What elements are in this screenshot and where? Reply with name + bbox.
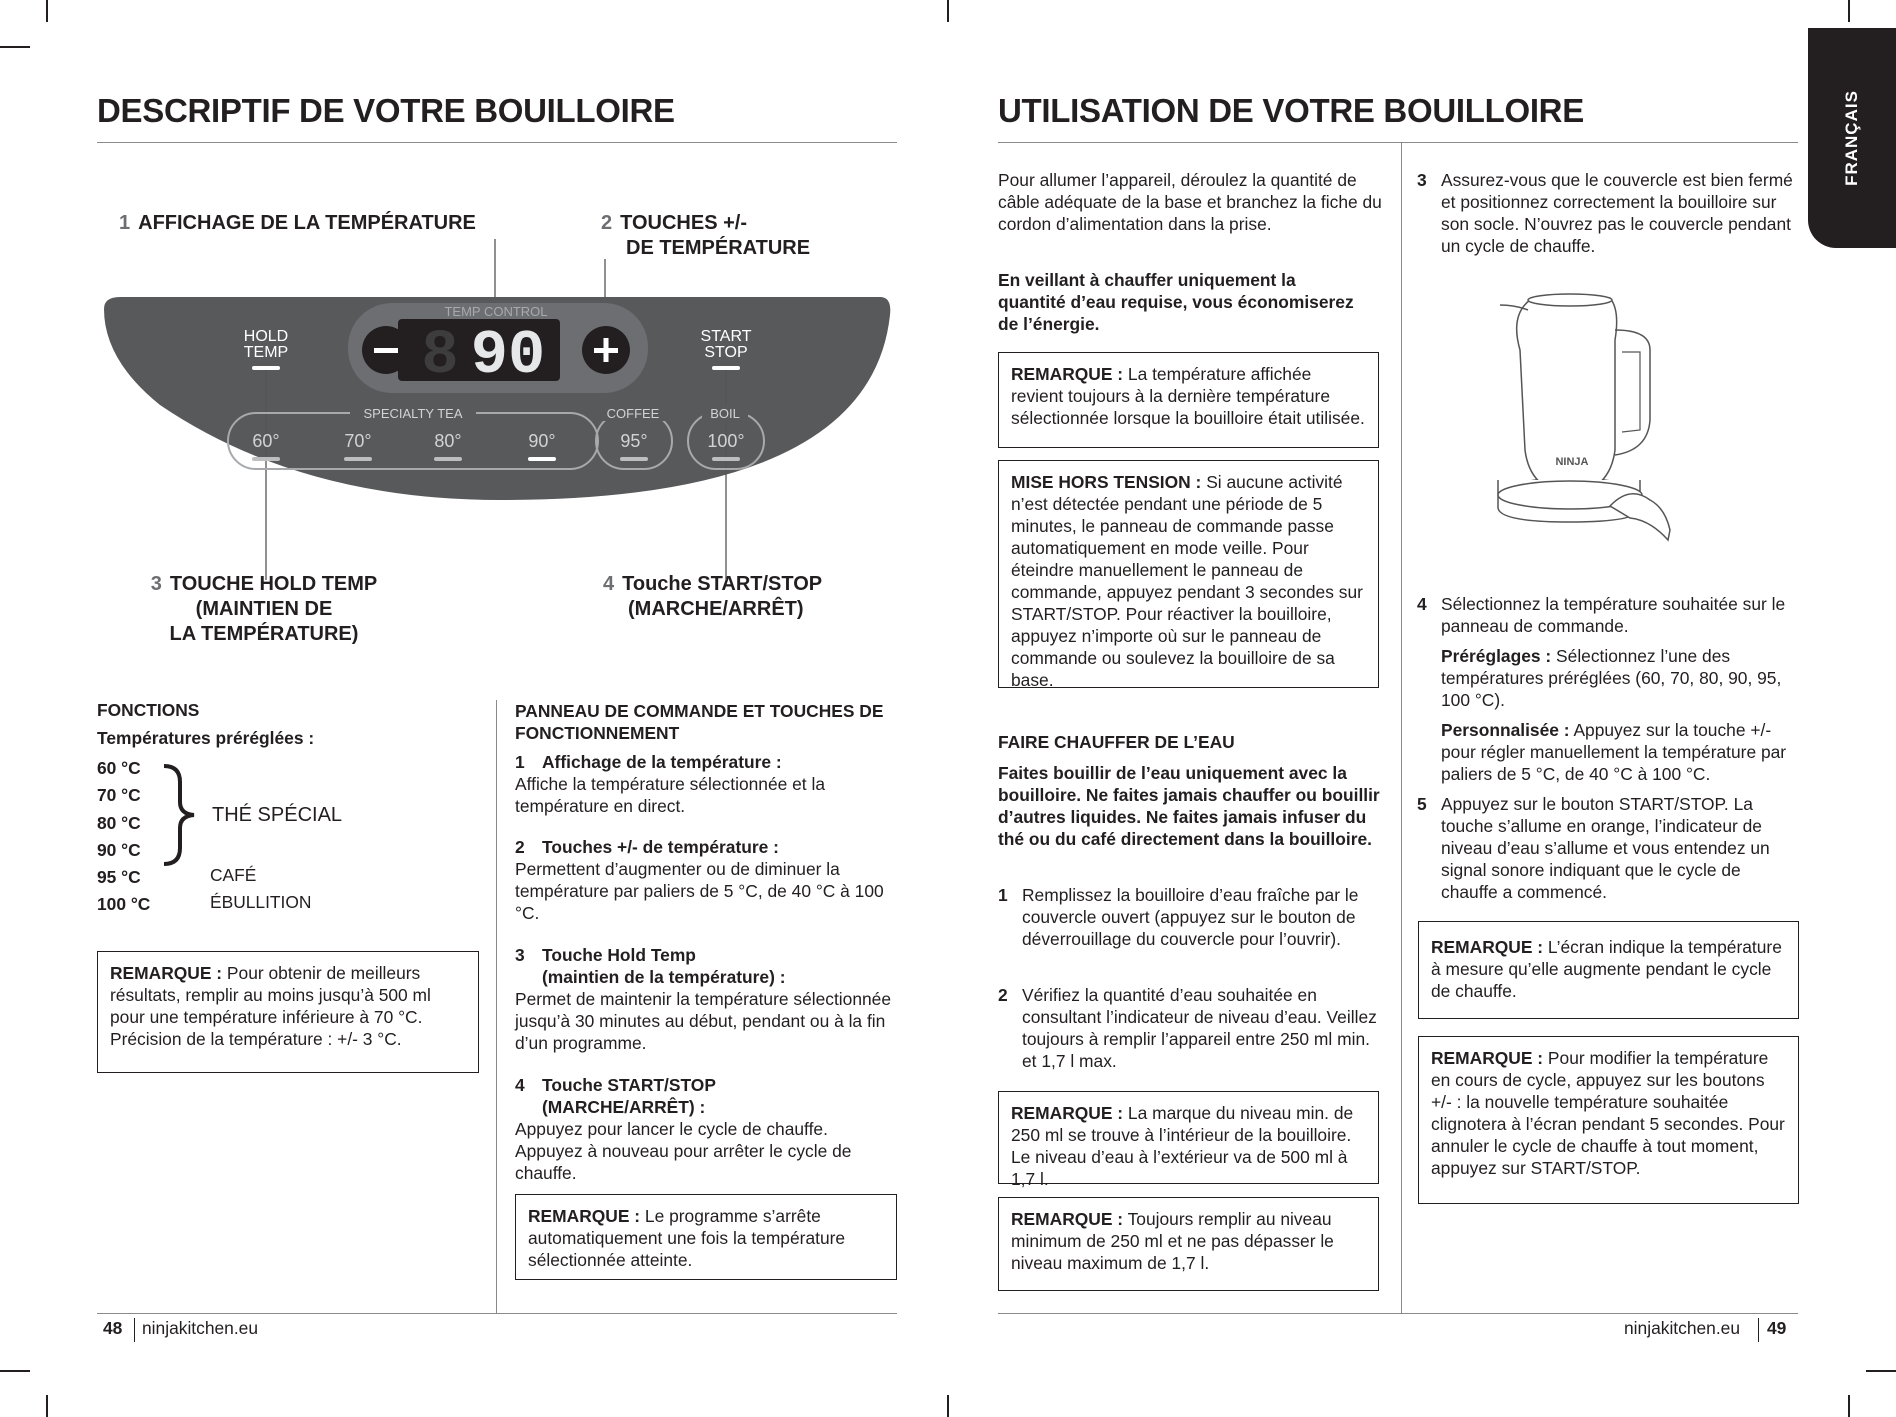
panneau-heading: PANNEAU DE COMMANDE ET TOUCHES DE FONCTIONNEMENT [515,701,884,743]
crop-mark [1848,1395,1850,1417]
callout-1: 1 AFFICHAGE DE LA TEMPÉRATURE [119,212,476,234]
temp-list: 60 °C 70 °C 80 °C 90 °C 95 °C 100 °C [97,758,151,915]
panneau-item-4: 4 Touche START/STOP (MARCHE/ARRÊT) : Appuyez pour lancer le cycle de chauffe. Appuyez à nouveau pour arrêter le cycle de chauffe. [515,1075,852,1183]
panneau-item-3: 3 Touche Hold Temp (maintien de la température) : Permet de maintenir la température sélectionnée jusqu’à 30 minutes au début, pendant ou à la fin d’un programme. [515,945,892,1053]
column-divider [1401,142,1402,1313]
hold-temp-label-1: HOLD [243,328,289,345]
panneau-item-2: 2 Touches +/- de température : Permettent d’augmenter ou de diminuer la température par paliers de 5 °C, de 40 °C à 100 °C. [515,837,884,923]
callout-2: 2 TOUCHES +/- DE TEMPÉRATURE [601,212,811,259]
fonctions-subheading: Températures préréglées : [97,728,315,748]
crop-mark [947,0,949,22]
crop-mark [0,1370,30,1372]
crop-mark [0,46,30,48]
hold-temp-label-2: TEMP [243,344,289,361]
note-box: REMARQUE : La marque du niveau min. de 250 ml se trouve à l’intérieur de la bouilloire. Le niveau d’eau à l’extérieur va de 500 ml à 1,7 l. [998,1091,1379,1184]
specialty-tea-label: SPECIALTY TEA [363,406,463,421]
kettle-illustration [1490,290,1680,560]
crop-mark [46,0,48,22]
preset-95-label: 95° [620,431,648,451]
preset-80-indicator [434,457,462,461]
step-5: 5 Appuyez sur le bouton START/STOP. La touche s’allume en orange, l’indicateur de niveau d’eau s’allume et vous entendez un signal sonore indiquant que le cycle de chauffe a commencé. [1417,794,1770,902]
crop-mark [1866,1370,1896,1372]
note-box: REMARQUE : Le programme s’arrête automatiquement une fois la température sélectionnée atteinte. [515,1194,897,1280]
control-panel-illustration [100,235,900,625]
column-divider [496,700,497,1313]
language-tab: FRANÇAIS [1808,28,1896,248]
preset-60-label: 60° [252,431,280,451]
cafe-label: CAFÉ [210,865,257,885]
preset-70-label: 70° [344,431,372,451]
start-label-1: START [700,328,752,345]
step-2: 2 Vérifiez la quantité d’eau souhaitée en consultant l’indicateur de niveau d’eau. Veillez toujours à remplir l’appareil entre 250 ml min. et 1,7 l max. [998,985,1377,1071]
crop-mark [1848,0,1850,22]
preset-70-indicator [344,457,372,461]
note-box: REMARQUE : Pour modifier la température en cours de cycle, appuyez sur les boutons +/- : la nouvelle température souhaitée clignotera à l’écran pendant 5 secondes. Pour annuler le cycle de chauffe à tout moment, appuyez sur START/STOP. [1418,1036,1799,1204]
display-digits: 90 [470,320,546,391]
page-title: DESCRIPTIF DE VOTRE BOUILLOIRE [97,92,675,129]
temp-control-label: TEMP CONTROL [444,304,548,319]
energy-text: En veillant à chauffer uniquement la quantité d’eau requise, vous économiserez de l’énergie. [998,270,1354,334]
step-1: 1 Remplissez la bouilloire d’eau fraîche par le couvercle ouvert (appuyez sur le bouton de déverrouillage du couvercle pour l’ouvrir). [998,885,1359,949]
footer-divider [1758,1318,1759,1342]
note-box: REMARQUE : Toujours remplir au niveau minimum de 250 ml et ne pas dépasser le niveau maximum de 1,7 l. [998,1197,1379,1291]
footer-site: ninjakitchen.eu [1624,1318,1741,1338]
preset-90-indicator [528,457,556,461]
coffee-label: COFFEE [606,406,660,421]
brace-icon [160,762,202,868]
fonctions-heading: FONCTIONS [97,700,200,720]
page-title: UTILISATION DE VOTRE BOUILLOIRE [998,92,1584,129]
note-box: REMARQUE : L’écran indique la température à mesure qu’elle augmente pendant le cycle de chauffe. [1418,921,1799,1019]
note-box: REMARQUE : La température affichée revient toujours à la dernière température sélectionnée lorsque la bouilloire était utilisée. [998,352,1379,448]
footer-rule [998,1313,1798,1314]
step-4: 4 Sélectionnez la température souhaitée sur le panneau de commande. Préréglages : Sélectionnez l’une des températures préréglées (60, 70, 80, 90, 95, 100 °C). Personnalisée : Appuyez sur la touche +/- pour régler manuellement la température par paliers de 5 °C, de 40 °C à 100 °C. [1417,594,1787,784]
kettle-logo: NINJA [1555,456,1589,468]
page-number: 48 [103,1318,123,1338]
intro-text: Pour allumer l’appareil, déroulez la quantité de câble adéquate de la base et branchez la fiche du cordon d’alimentation dans la prise. [998,170,1382,234]
step-3: 3 Assurez-vous que le couvercle est bien fermé et positionnez correctement la bouilloire sur son socle. N’ouvrez pas le couvercle pendant un cycle de chauffe. [1417,170,1793,256]
title-rule [97,142,897,143]
footer-divider [134,1318,135,1342]
title-rule [998,142,1798,143]
svg-text:8: 8 [421,320,459,391]
the-special-label: THÉ SPÉCIAL [212,804,343,826]
crop-mark [947,1395,949,1417]
footer-rule [97,1313,897,1314]
crop-mark [46,1395,48,1417]
note-box: REMARQUE : Pour obtenir de meilleurs résultats, remplir au moins jusqu’à 500 ml pour une température inférieure à 70 °C. Précision de la température : +/- 3 °C. [97,951,479,1073]
start-label-2: STOP [704,344,748,361]
footer-site: ninjakitchen.eu [142,1318,259,1338]
callout-3: 3 TOUCHE HOLD TEMP (MAINTIEN DE LA TEMPÉRATURE) [150,573,378,645]
preset-60-indicator [252,457,280,461]
power-off-box: MISE HORS TENSION : Si aucune activité n’est détectée pendant une période de 5 minutes, le panneau de commande passe automatiquement en mode veille. Pour éteindre manuellement le panneau de commande, appuyez pendant 3 secondes sur START/STOP. Pour réactiver la bouilloire, appuyez n’importe où sur le panneau de commande ou soulevez la bouilloire de sa base. [998,460,1379,688]
page-number: 49 [1767,1318,1787,1338]
preset-80-label: 80° [434,431,462,451]
panneau-item-1: 1 Affichage de la température : Affiche la température sélectionnée et la température en direct. [515,752,825,816]
ebullition-label: ÉBULLITION [210,892,312,912]
heat-heading: FAIRE CHAUFFER DE L’EAU [998,732,1235,752]
preset-90-label: 90° [528,431,556,451]
heat-warning: Faites bouillir de l’eau uniquement avec la bouilloire. Ne faites jamais chauffer ou bouillir d’autres liquides. Ne faites jamais infuser du thé ou du café directement dans la bouilloire. [998,763,1380,849]
boil-label: BOIL [710,406,740,421]
callout-4: 4 Touche START/STOP (MARCHE/ARRÊT) [603,573,823,620]
preset-95-indicator [620,457,648,461]
preset-100-label: 100° [707,431,745,451]
preset-100-indicator [712,457,740,461]
